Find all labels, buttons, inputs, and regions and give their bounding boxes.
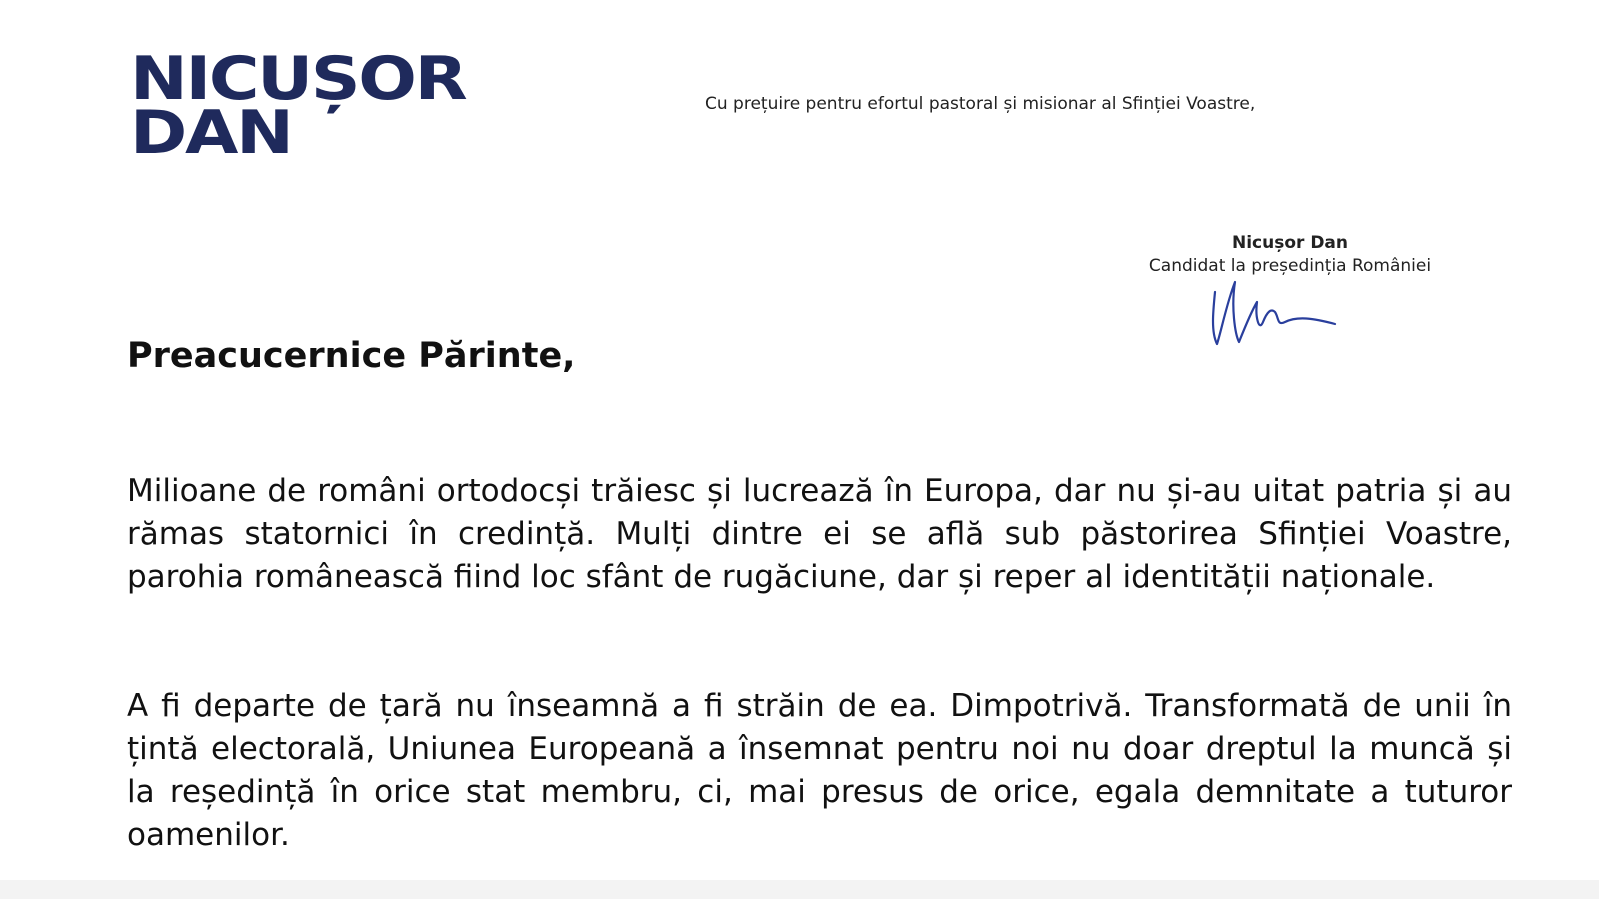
salutation: Preacucernice Părinte,	[127, 336, 576, 376]
logo-line-last-name: DAN	[130, 98, 292, 168]
signatory-name: Nicușor Dan	[1231, 233, 1349, 253]
logo-line-first-name: NICUȘOR	[130, 44, 466, 114]
body-paragraph: Milioane de români ortodocși trăiesc și lucrează în Europa, dar nu și-au uitat patria și au rămas statornici în credință. Mulți dintre ei se află sub păstorirea Sfinției Voastre, parohia românească fiind loc sfânt de rugăciune, dar și reper al identității naționale.	[127, 473, 1512, 595]
closing-line: Cu prețuire pentru efortul pastoral și misionar al Sfinției Voastre,	[705, 94, 1256, 114]
handwritten-signature	[1205, 262, 1345, 352]
signatory-title: Candidat la președinția României	[1148, 256, 1432, 276]
campaign-logo	[130, 44, 466, 168]
body-paragraph: A fi departe de țară nu înseamnă a fi străin de ea. Dimpotrivă. Transformată de unii în țintă electorală, Uniunea Europeană a însemnat pentru noi nu doar dreptul la muncă și la reședință în orice stat membru, ci, mai presus de orice, egala demnitate a tuturor oamenilor.	[127, 688, 1512, 853]
